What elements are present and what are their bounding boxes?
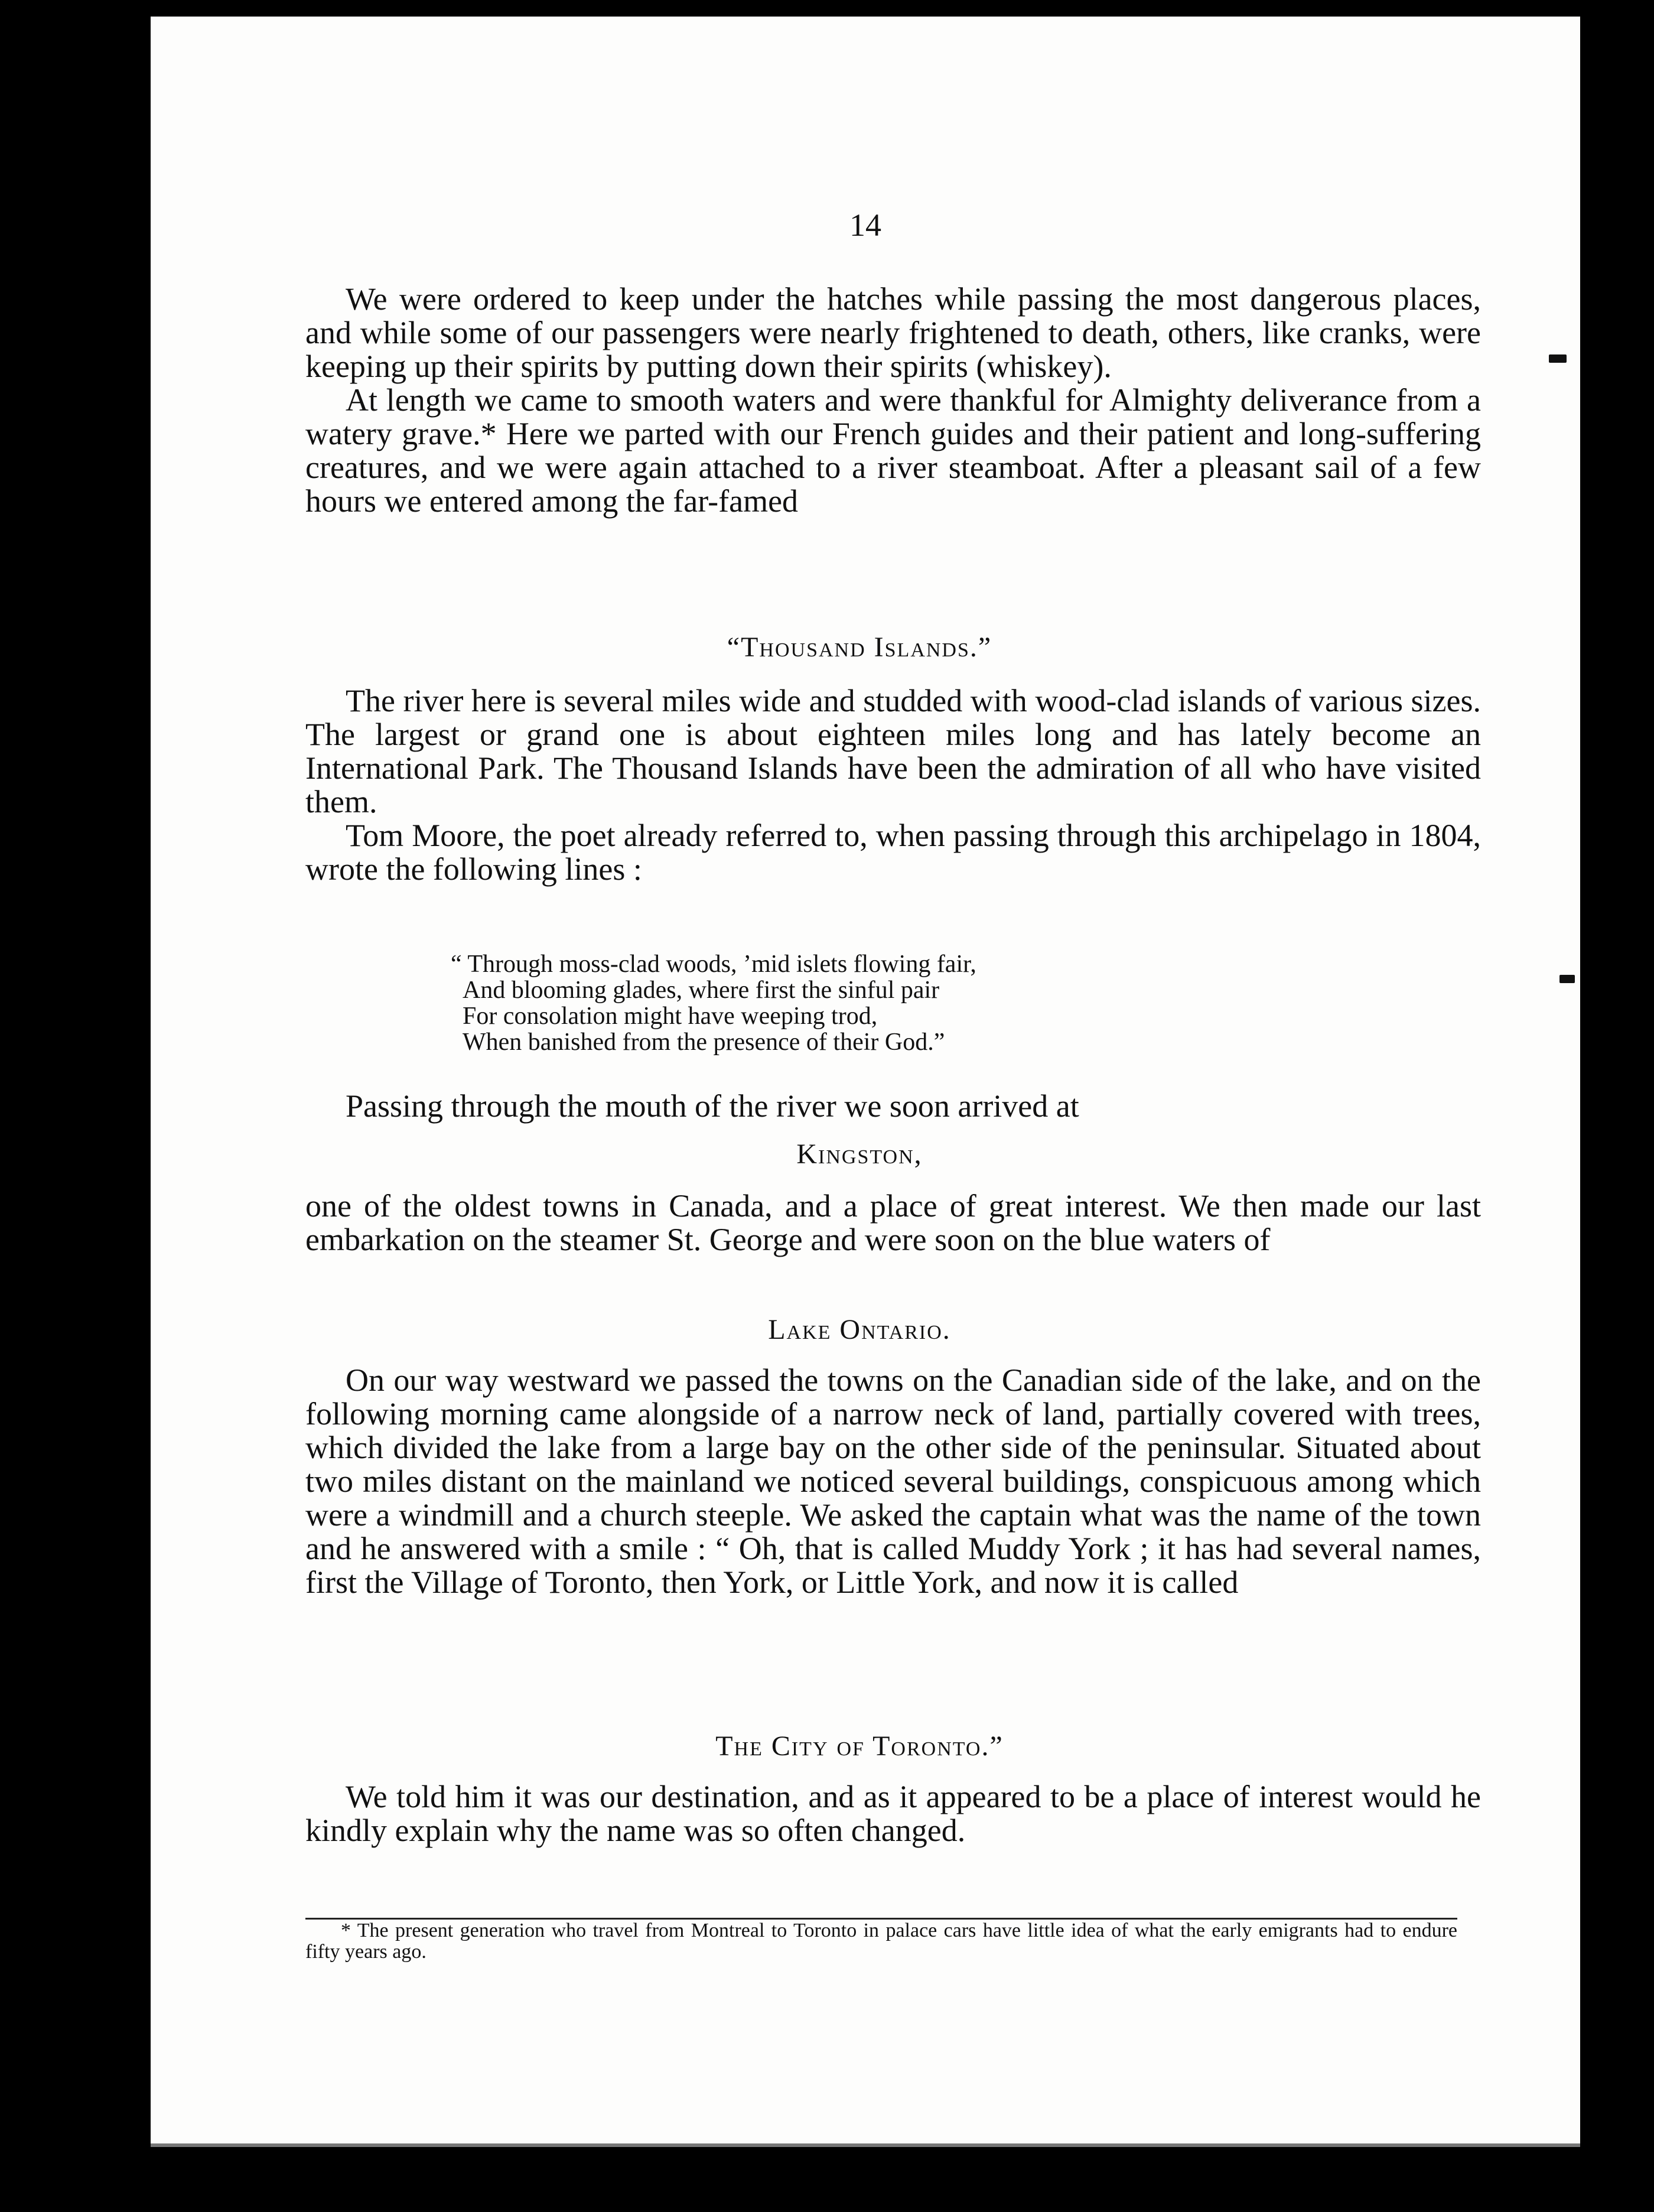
poem-quotation	[451, 951, 1349, 1056]
page-number: 14	[849, 207, 881, 243]
page-sheet	[151, 17, 1580, 2147]
paragraph-8: We told him it was our destination, and as it appeared to be a place of interest would he kindly explain why the name was so often changed.	[305, 1779, 1481, 1848]
poem-line-1: “ Through moss-clad woods, ’mid islets flowing fair,	[451, 951, 976, 978]
heading-thousand-islands: “Thousand Islands.”	[727, 632, 992, 663]
paragraph-6: one of the oldest towns in Canada, and a place of great interest. We then made our last embarkation on the steamer St. George and were soon on the blue waters of	[305, 1188, 1481, 1257]
paragraph-1: We were ordered to keep under the hatches while passing the most dangerous places, and while some of our passengers were nearly frightened to death, others, like cranks, were keeping up their spirits by putting down their spirits (whiskey). At length we came to smooth waters and were thankful for Almighty deliverance from a watery grave.* Here we parted with our French guides and their patient and long-suffering creatures, and we were again attached to a river steamboat. After a pleasant sail of a few hours we entered among the far-famed	[305, 281, 1481, 519]
poem-line-2: And blooming glades, where first the sinful pair	[463, 977, 940, 1004]
paragraph-7: On our way westward we passed the towns on the Canadian side of the lake, and on the following morning came alongside of a narrow neck of land, partially covered with trees, which divided the lake from a large bay on the other side of the peninsular. Situated about two miles distant on the mainland we noticed several buildings, conspicuous among which were a windmill and a church steeple. We asked the captain what was the name of the town and he answered with a smile : “ Oh, that is called Muddy York ; it has had several names, first the Village of Toronto, then York, or Little York, and now it is called	[305, 1362, 1481, 1600]
paragraph-4: Tom Moore, the poet already referred to, when passing through this archipelago in 1804, wrote the following lines :	[305, 818, 1481, 887]
heading-lake-ontario: Lake Ontario.	[768, 1314, 951, 1345]
paragraph-3: The river here is several miles wide and studded with wood-clad islands of various sizes. The largest or grand one is about eighteen miles long and has lately become an International Park. The Thousand Islands have been the admiration of all who have visited them. Tom Moore, the poet already referred to, when passing through this archipelago in 1804, wrote the following lines :	[305, 683, 1481, 887]
poem-line-3: For consolation might have weeping trod,	[463, 1003, 878, 1030]
footnote: * The present generation who travel from Montreal to Toronto in palace cars have little idea of what the early emigrants had to endure fifty years ago.	[305, 1920, 1457, 1963]
poem-line-4: When banished from the presence of their God.”	[463, 1029, 945, 1056]
scan-speck	[1559, 975, 1575, 983]
scan-speck	[1549, 354, 1567, 363]
heading-kingston: Kingston,	[796, 1138, 923, 1170]
paragraph-2: At length we came to smooth waters and were thankful for Almighty deliverance from a watery grave.* Here we parted with our French guides and their patient and long-suffering creatures, and we were again attached to a river steamboat. After a pleasant sail of a few hours we entered among the far-famed	[305, 382, 1481, 519]
paragraph-5: Passing through the mouth of the river we soon arrived at	[346, 1088, 1079, 1124]
heading-city-of-toronto: The City of Toronto.”	[715, 1730, 1004, 1762]
